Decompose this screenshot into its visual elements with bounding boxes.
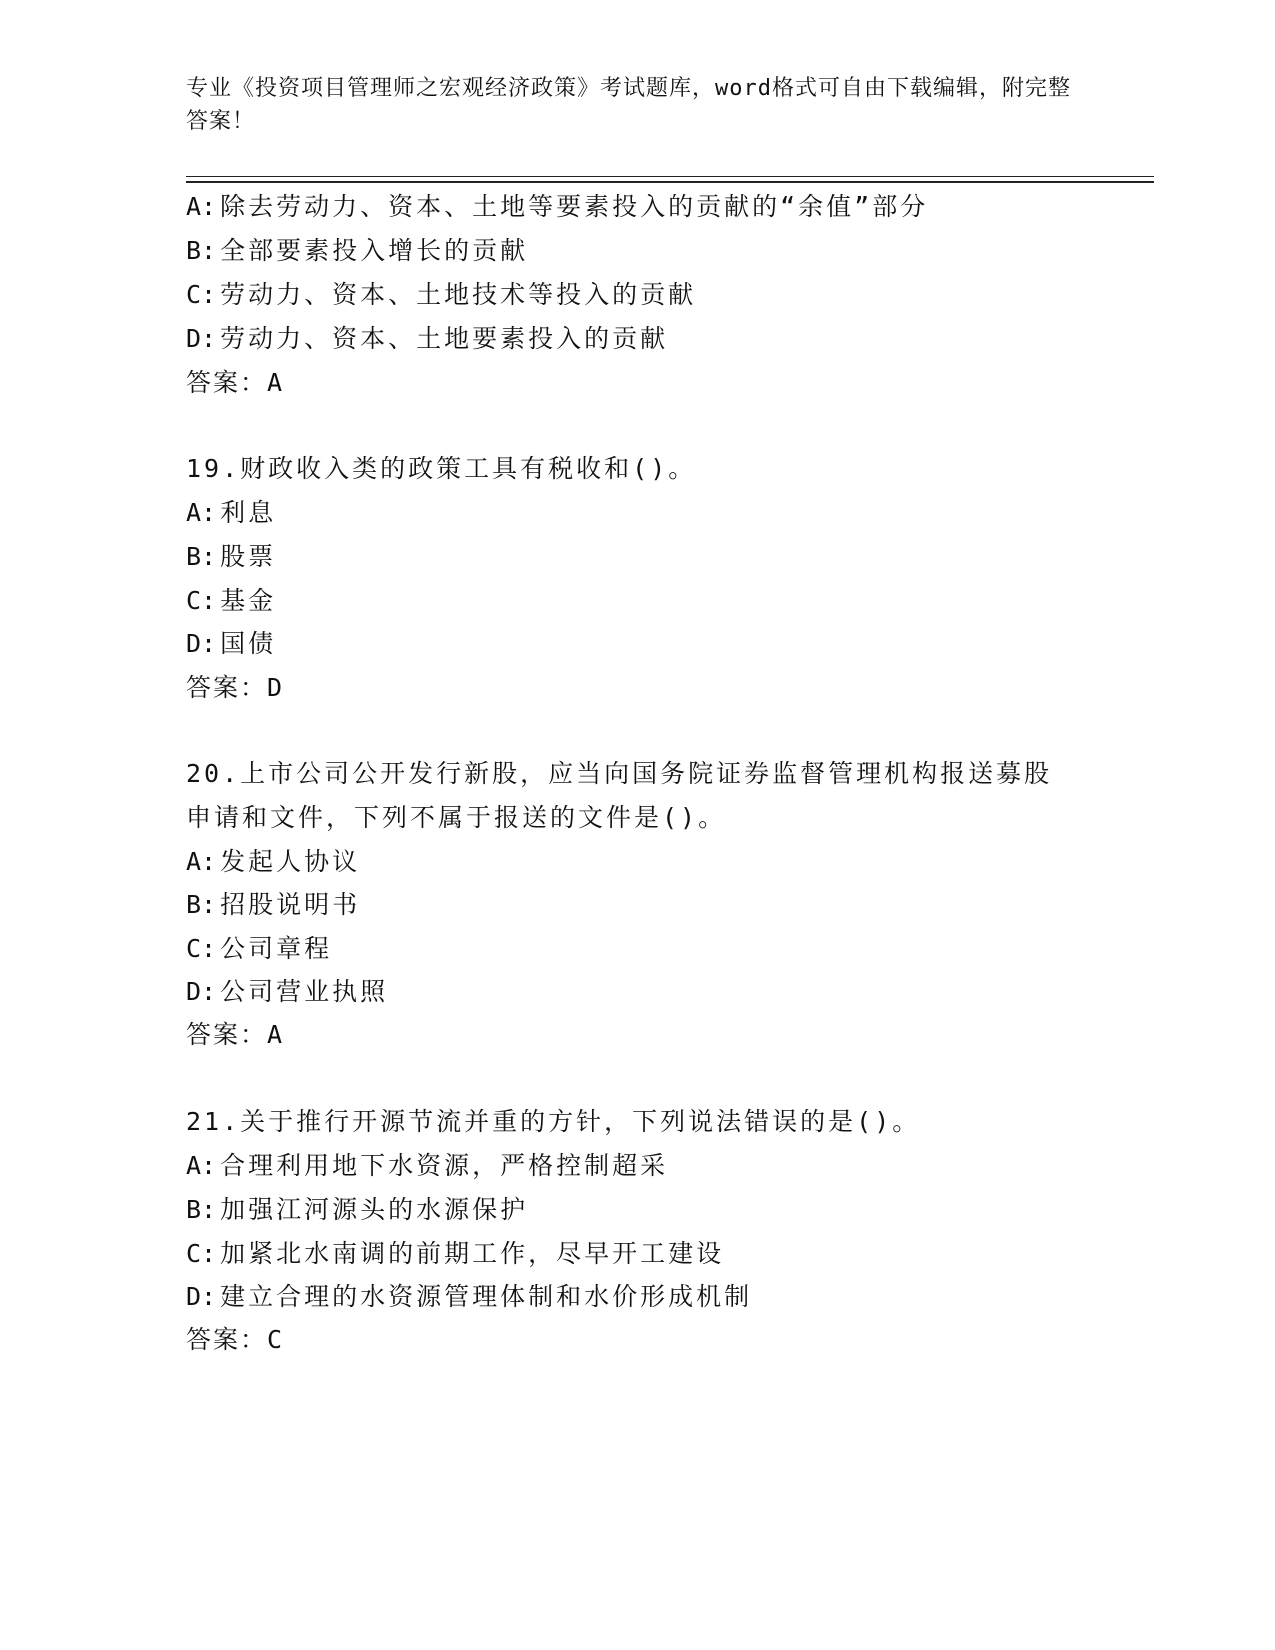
option-b: B: 招股说明书 (186, 890, 361, 919)
option-c: C: 加紧北水南调的前期工作，尽早开工建设 (186, 1239, 725, 1268)
question-20-stem: 20.上市公司公开发行新股，应当向国务院证券监督管理机构报送募股 (186, 759, 1053, 788)
document-header: 专业《投资项目管理师之宏观经济政策》考试题库，word格式可自由下载编辑，附完整答案！ (186, 76, 1071, 134)
header-rule-thin (186, 176, 1154, 177)
option-d: D: 劳动力、资本、土地要素投入的贡献 (186, 324, 669, 353)
option-d: D: 建立合理的水资源管理体制和水价形成机制 (186, 1282, 753, 1311)
option-a: A: 利息 (186, 498, 277, 527)
option-b: B: 全部要素投入增长的贡献 (186, 236, 529, 265)
question-19-stem: 19.财政收入类的政策工具有税收和()。 (186, 454, 697, 483)
option-b: B: 加强江河源头的水源保护 (186, 1195, 529, 1224)
option-c: C: 公司章程 (186, 934, 333, 963)
option-a: A: 发起人协议 (186, 847, 361, 876)
answer-line: 答案：D (186, 673, 285, 702)
option-c: C: 基金 (186, 586, 277, 615)
option-d: D: 国债 (186, 629, 277, 658)
header-rule-thick (186, 181, 1154, 183)
question-21-stem: 21.关于推行开源节流并重的方针，下列说法错误的是()。 (186, 1107, 921, 1136)
answer-line: 答案：C (186, 1325, 285, 1354)
option-d: D: 公司营业执照 (186, 977, 389, 1006)
option-c: C: 劳动力、资本、土地技术等投入的贡献 (186, 280, 697, 309)
question-20-stem-cont: 申请和文件，下列不属于报送的文件是()。 (186, 803, 727, 832)
answer-line: 答案：A (186, 368, 285, 397)
option-a: A: 合理利用地下水资源，严格控制超采 (186, 1151, 669, 1180)
answer-line: 答案：A (186, 1020, 285, 1049)
option-a: A: 除去劳动力、资本、土地等要素投入的贡献的“余值”部分 (186, 192, 929, 221)
option-b: B: 股票 (186, 542, 277, 571)
